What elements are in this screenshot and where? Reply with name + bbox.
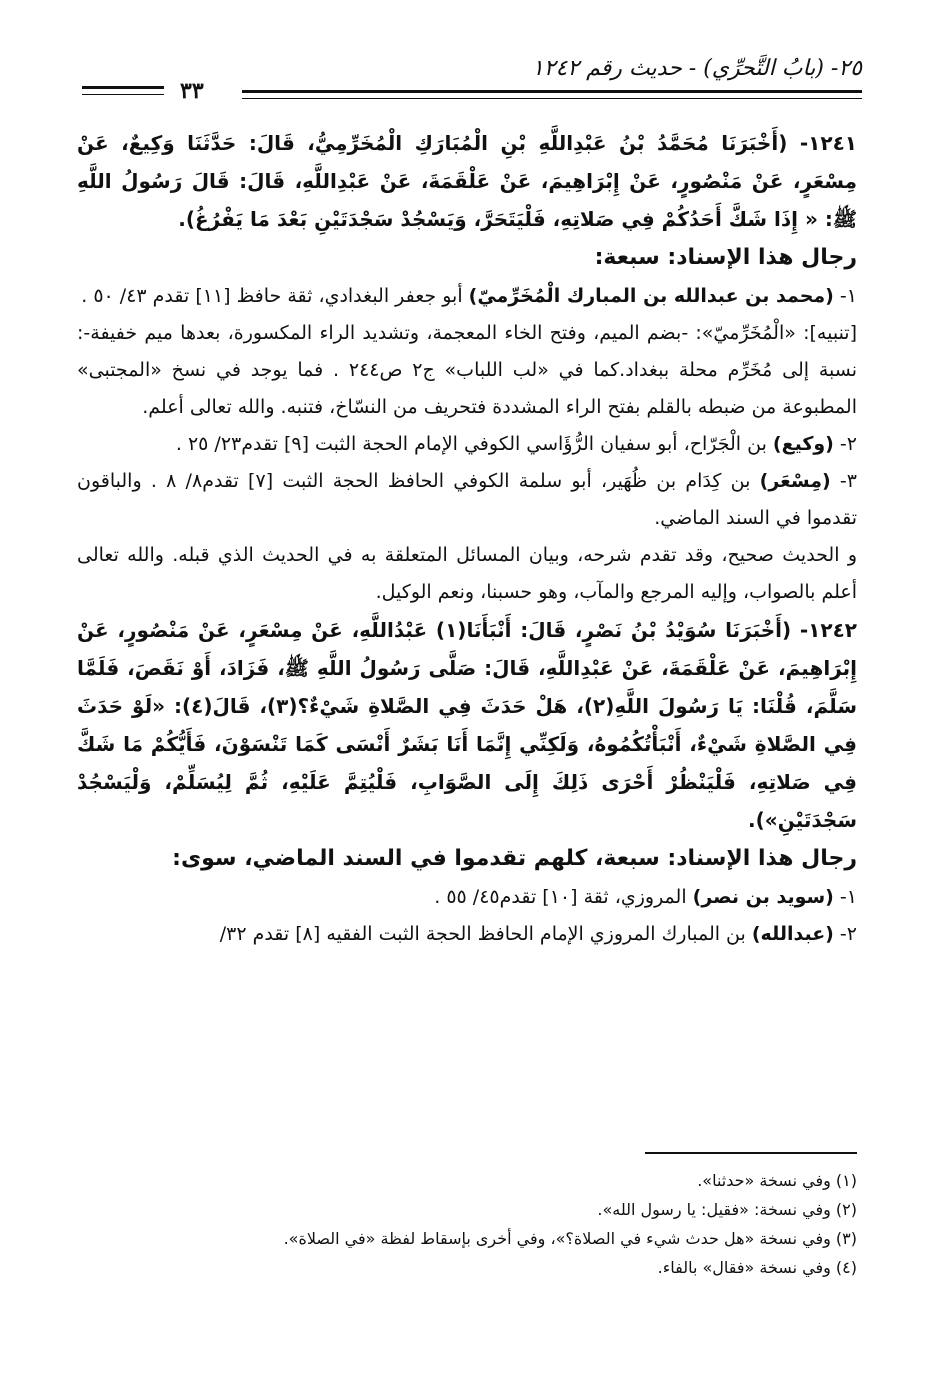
- entry-number: ٢-: [833, 923, 857, 945]
- conclusion-paragraph: و الحديث صحيح، وقد تقدم شرحه، وبيان المسائل المتعلقة به في الحديث الذي قبله. والله تعالى أعلم بالصواب، وإليه المرجع والمآب، وهو حسبنا، ونعم الوكيل.: [77, 544, 857, 603]
- header-rule-left-thick: [82, 86, 164, 89]
- page-number: ٣٣: [180, 78, 204, 104]
- narrator-name: (سويد بن نصر): [692, 886, 834, 908]
- main-text: [77, 124, 857, 953]
- tanbih-note: [تنبيه]: «الْمُخَرِّميّ»: -بضم الميم، وفتح الخاء المعجمة، وتشديد الراء المكسورة، بعدها ميم خفيفة-: نسبة إلى مُخَرِّم محلة ببغداد.كما في «لب اللباب» ج٢ ص٢٤٤ . فما يوجد في نسخ «المجتبى» المطبوعة من ضبطه بالقلم بفتح الراء المشددة فتحريف من النسّاخ، فتنبه. والله تعالى أعلم.: [77, 322, 858, 418]
- header-rule-left-thin: [82, 94, 164, 95]
- entry-number: ٣-: [830, 470, 857, 492]
- narrator-name: (عبدالله): [751, 923, 834, 945]
- footnotes: [77, 1166, 857, 1282]
- narrator-details: المروزي، ثقة [١٠] تقدم٤٥/ ٥٥ .: [434, 886, 693, 908]
- narrator-name: (وكيع): [772, 433, 834, 455]
- narrator-entry-3: [77, 463, 857, 537]
- page-header: [82, 56, 862, 104]
- entry-number: ١-: [833, 886, 857, 908]
- narrator-entry-b1: [77, 879, 857, 916]
- isnad-heading-1: رجال هذا الإسناد: سبعة:: [594, 245, 857, 270]
- footnote-separator: [645, 1152, 857, 1154]
- entry-number: ١-: [833, 285, 857, 307]
- narrator-details: بن المبارك المروزي الإمام الحافظ الحجة الثبت الفقيه [٨] تقدم ٣٢/: [219, 923, 752, 945]
- footnote-4: (٤) وفي نسخة «فقال» بالفاء.: [657, 1258, 857, 1277]
- header-rule-right-thick: [242, 90, 862, 93]
- narrator-details: بن الْجَرّاح، أبو سفيان الرُّؤَاسي الكوفي الإمام الحجة الثبت [٩] تقدم٢٣/ ٢٥ .: [175, 433, 773, 455]
- narrator-details: بن كِدَام بن ظُهَير، أبو سلمة الكوفي الحافظ الحجة الثبت [٧] تقدم٨/ ٨ . والباقون تقدموا في السند الماضي.: [77, 470, 857, 529]
- footnote-3: (٣) وفي نسخة «هل حدث شيء في الصلاة؟»، وفي أخرى بإسقاط لفظة «في الصلاة».: [283, 1229, 857, 1248]
- entry-number: ٢-: [833, 433, 857, 455]
- footnote-2: (٢) وفي نسخة: «فقيل: يا رسول الله».: [597, 1200, 857, 1219]
- running-title: ٢٥- (بابُ التَّحرِّي) - حديث رقم ١٢٤٢: [531, 56, 862, 81]
- hadith-1242: ١٢٤٢- (أَخْبَرَنَا سُوَيْدُ بْنُ نَصْرٍ، قَالَ: أَنْبَأَنَا(١) عَبْدُاللَّهِ، عَنْ مِسْعَرٍ، عَنْ مَنْصُورٍ، عَنْ إِبْرَاهِيمَ، عَنْ عَلْقَمَةَ، عَنْ عَبْدِاللَّهِ، قَالَ: صَلَّى رَسُولُ اللَّهِ ﷺ، فَزَادَ، أَوْ نَقَصَ، فَلَمَّا سَلَّمَ، قُلْنَا: يَا رَسُولَ اللَّهِ(٢)، هَلْ حَدَثَ فِي الصَّلاةِ شَيْءٌ؟(٣)، قَالَ(٤): «لَوْ حَدَثَ فِي الصَّلاةِ شَيْءٌ، أَنْبَأْتُكُمُوهُ، وَلَكِنِّي إِنَّمَا أَنَا بَشَرٌ أَنْسَى كَمَا تَنْسَوْنَ، فَأَيُّكُمْ مَا شَكَّ فِي صَلاتِهِ، فَلْيَنْظُرْ أَحْرَى ذَلِكَ إِلَى الصَّوَابِ، فَلْيُتِمَّ عَلَيْهِ، ثُمَّ لِيُسَلِّمْ، وَلْيَسْجُدْ سَجْدَتَيْنِ»).: [77, 618, 857, 832]
- narrator-entry-b2: [77, 916, 857, 953]
- narrator-name: (مِسْعَر): [759, 470, 831, 492]
- narrator-entry-2: [77, 426, 857, 463]
- narrator-details: أبو جعفر البغدادي، ثقة حافظ [١١] تقدم ٤٣/ ٥٠ .: [81, 285, 469, 307]
- isnad-heading-2: رجال هذا الإسناد: سبعة، كلهم تقدموا في السند الماضي، سوى:: [172, 846, 857, 871]
- narrator-name: (محمد بن عبدالله بن المبارك الْمُخَرِّميّ): [468, 285, 834, 307]
- footnote-1: (١) وفي نسخة «حدثنا».: [697, 1171, 857, 1190]
- hadith-1241: ١٢٤١- (أَخْبَرَنَا مُحَمَّدُ بْنُ عَبْدِاللَّهِ بْنِ الْمُبَارَكِ الْمُخَرِّمِيُّ، قَالَ: حَدَّثَنَا وَكِيعٌ، عَنْ مِسْعَرٍ، عَنْ مَنْصُورٍ، عَنْ إِبْرَاهِيمَ، عَنْ عَلْقَمَةَ، عَنْ عَبْدِاللَّهِ، قَالَ: قَالَ رَسُولُ اللَّهِ ﷺ: « إِذَا شَكَّ أَحَدُكُمْ فِي صَلاتِهِ، فَلْيَتَحَرَّ، وَيَسْجُدْ سَجْدَتَيْنِ بَعْدَ مَا يَفْرُغُ).: [77, 131, 857, 231]
- narrator-entry-1: [77, 278, 857, 315]
- header-rule-right-thin: [242, 98, 862, 99]
